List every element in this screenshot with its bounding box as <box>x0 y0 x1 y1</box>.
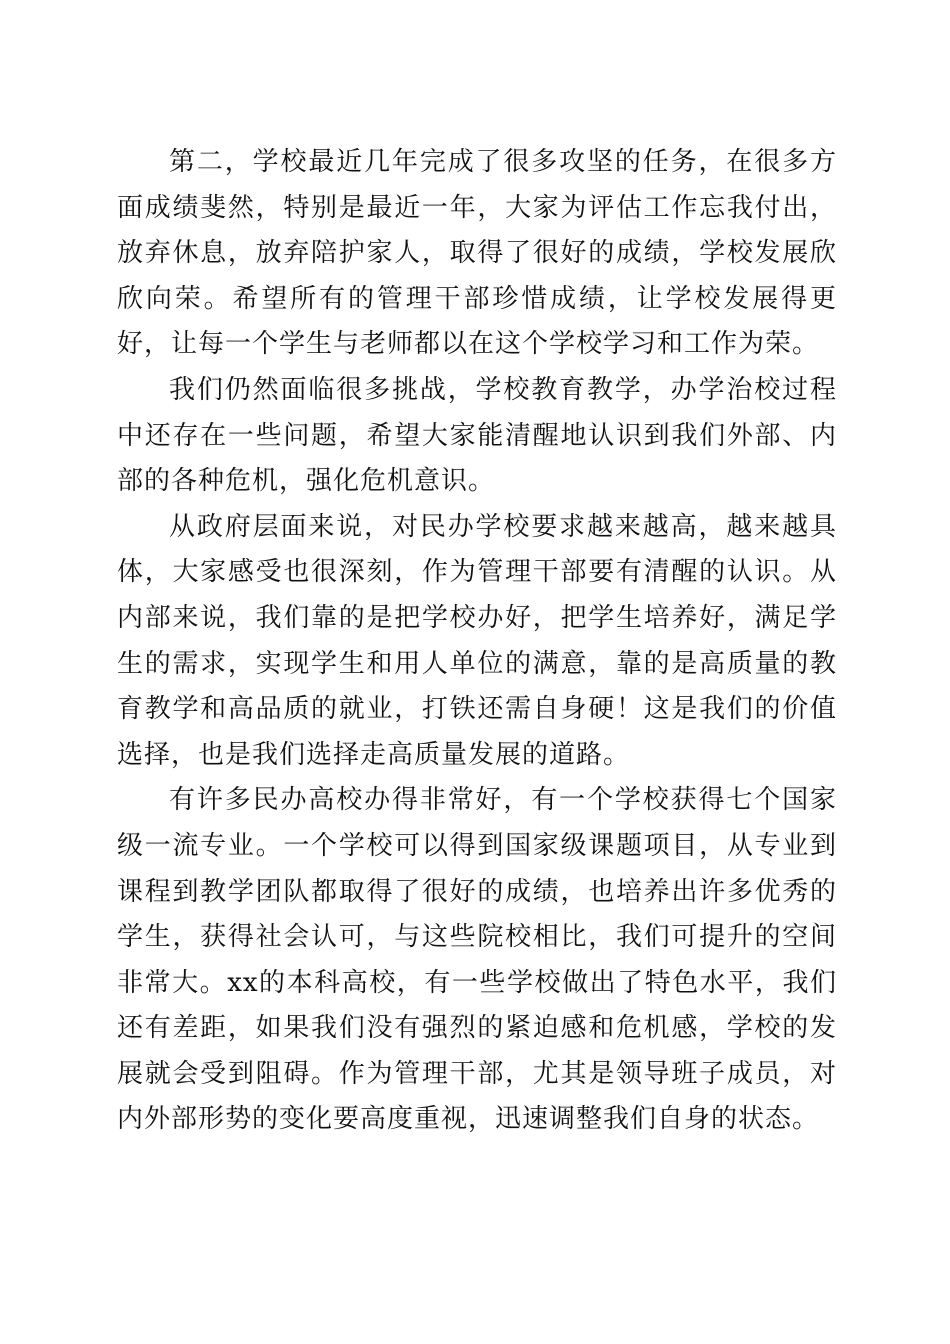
paragraph-3: 从政府层面来说，对民办学校要求越来越高，越来越具体，大家感受也很深刻，作为管理干部要有清醒的认识。从内部来说，我们靠的是把学校办好，把学生培养好，满足学生的需求，实现学生和用人单位的满意，靠的是高质量的教育教学和高品质的就业，打铁还需自身硬！这是我们的价值选择，也是我们选择走高质量发展的道路。 <box>117 511 837 770</box>
paragraph-4: 有许多民办高校办得非常好，有一个学校获得七个国家级一流专业。一个学校可以得到国家级课题项目，从专业到课程到教学团队都取得了很好的成绩，也培养出许多优秀的学生，获得社会认可，与这些院校相比，我们可提升的空间非常大。xx的本科高校，有一些学校做出了特色水平，我们还有差距，如果我们没有强烈的紧迫感和危机感，学校的发展就会受到阻碍。作为管理干部，尤其是领导班子成员，对内外部形势的变化要高度重视，迅速调整我们自身的状态。 <box>117 785 837 1135</box>
document-body <box>117 140 837 1143</box>
paragraph-2: 我们仍然面临很多挑战，学校教育教学，办学治校过程中还存在一些问题，希望大家能清醒地认识到我们外部、内部的各种危机，强化危机意识。 <box>117 374 837 497</box>
paragraph-1: 第二，学校最近几年完成了很多攻坚的任务，在很多方面成绩斐然，特别是最近一年，大家为评估工作忘我付出，放弃休息，放弃陪护家人，取得了很好的成绩，学校发展欣欣向荣。希望所有的管理干部珍惜成绩，让学校发展得更好，让每一个学生与老师都以在这个学校学习和工作为荣。 <box>117 147 837 360</box>
